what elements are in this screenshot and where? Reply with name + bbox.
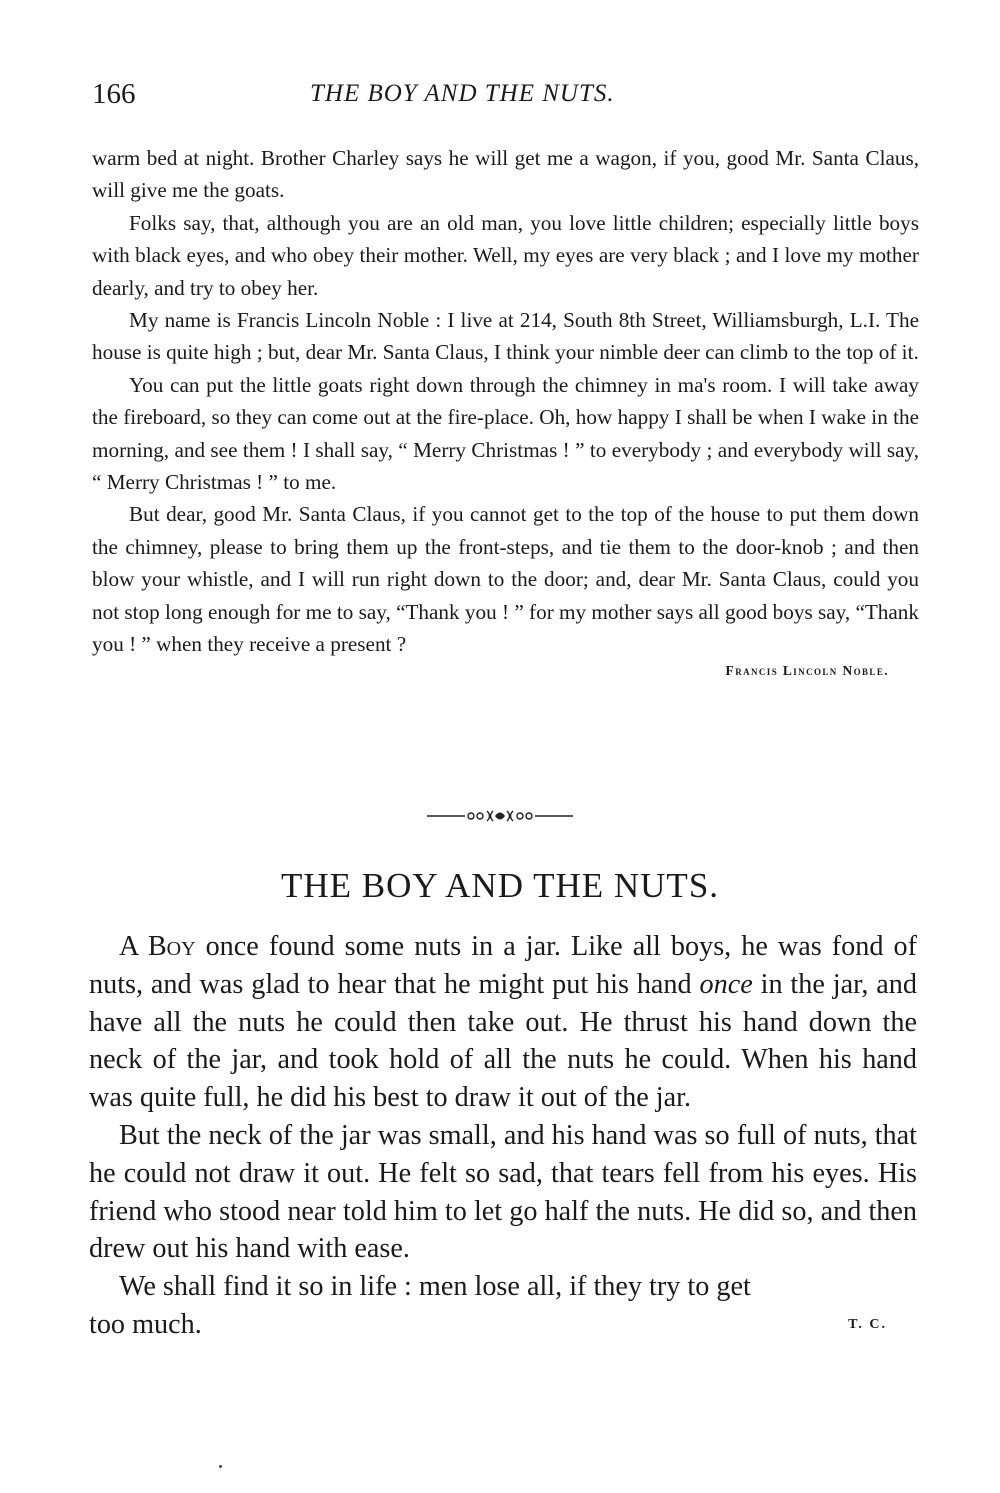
story-section <box>89 928 917 1344</box>
running-head <box>92 78 922 118</box>
ornament-divider-icon <box>425 806 575 826</box>
story-last-line <box>89 1306 917 1344</box>
letter-signature: Francis Lincoln Noble. <box>725 662 889 678</box>
lead-small-caps: A Boy <box>119 931 196 962</box>
running-title: THE BOY AND THE NUTS. <box>310 80 615 107</box>
letter-paragraph: But dear, good Mr. Santa Claus, if you cannot get to the top of the house to put them down the chimney, please to bring them up the front-steps, and tie them to the door-knob ; and then blow your whistle, and I will run right down to the door; and, dear Mr. Santa Claus, could you not stop long enough for me to say, “Thank you ! ” for my mother says all good boys say, “Thank you ! ” when they receive a present ? <box>92 502 919 657</box>
letter-section <box>92 142 919 679</box>
story-paragraph: But the neck of the jar was small, and his hand was so full of nuts, that he could not draw it out. He felt so sad, that tears fell from his eyes. His friend who stood near told him to let go half the nuts. He did so, and then drew out his hand with ease. <box>89 1119 917 1265</box>
page-number: 166 <box>92 78 136 110</box>
letter-paragraph: My name is Francis Lincoln Noble : I live at 214, South 8th Street, Williamsburgh, L.I. The house is quite high ; but, dear Mr. Santa Claus, I think your nimble deer can climb to the top of it. <box>92 308 919 365</box>
story-text: in the jar, and have all the nuts he could then take out. He thrust his hand down the neck of the jar, and took hold of all the nuts he could. When his hand was quite full, he did his best to draw it out of the jar. <box>89 968 917 1114</box>
print-speck <box>219 1465 222 1468</box>
story-paragraph: We shall find it so in life : men lose all, if they try to get <box>119 1271 751 1303</box>
story-text: once found some nuts in a jar. Like all boys, he was fond of nuts, and was glad to hear that he might put his hand <box>89 931 917 1000</box>
letter-paragraph: You can put the little goats right down through the chimney in ma's room. I will take away the fireboard, so they can come out at the fire-place. Oh, how happy I shall be when I wake in the morning, and see them ! I shall say, “ Merry Christmas ! ” to everybody ; and everybody will say, “ Merry Christmas ! ” to me. <box>92 372 919 495</box>
story-initials: T. C. <box>848 1316 887 1332</box>
letter-paragraph: warm bed at night. Brother Charley says he will get me a wagon, if you, good Mr. Santa Claus, will give me the goats. <box>92 146 919 203</box>
story-emphasis: once <box>699 968 753 1000</box>
story-paragraph <box>89 928 917 1117</box>
story-text: too much. <box>89 1308 202 1340</box>
story-title: THE BOY AND THE NUTS. <box>280 866 720 905</box>
letter-paragraph: Folks say, that, although you are an old man, you love little children; especially little boys with black eyes, and who obey their mother. Well, my eyes are very black ; and I love my mother dearly, and try to obey her. <box>92 210 919 300</box>
